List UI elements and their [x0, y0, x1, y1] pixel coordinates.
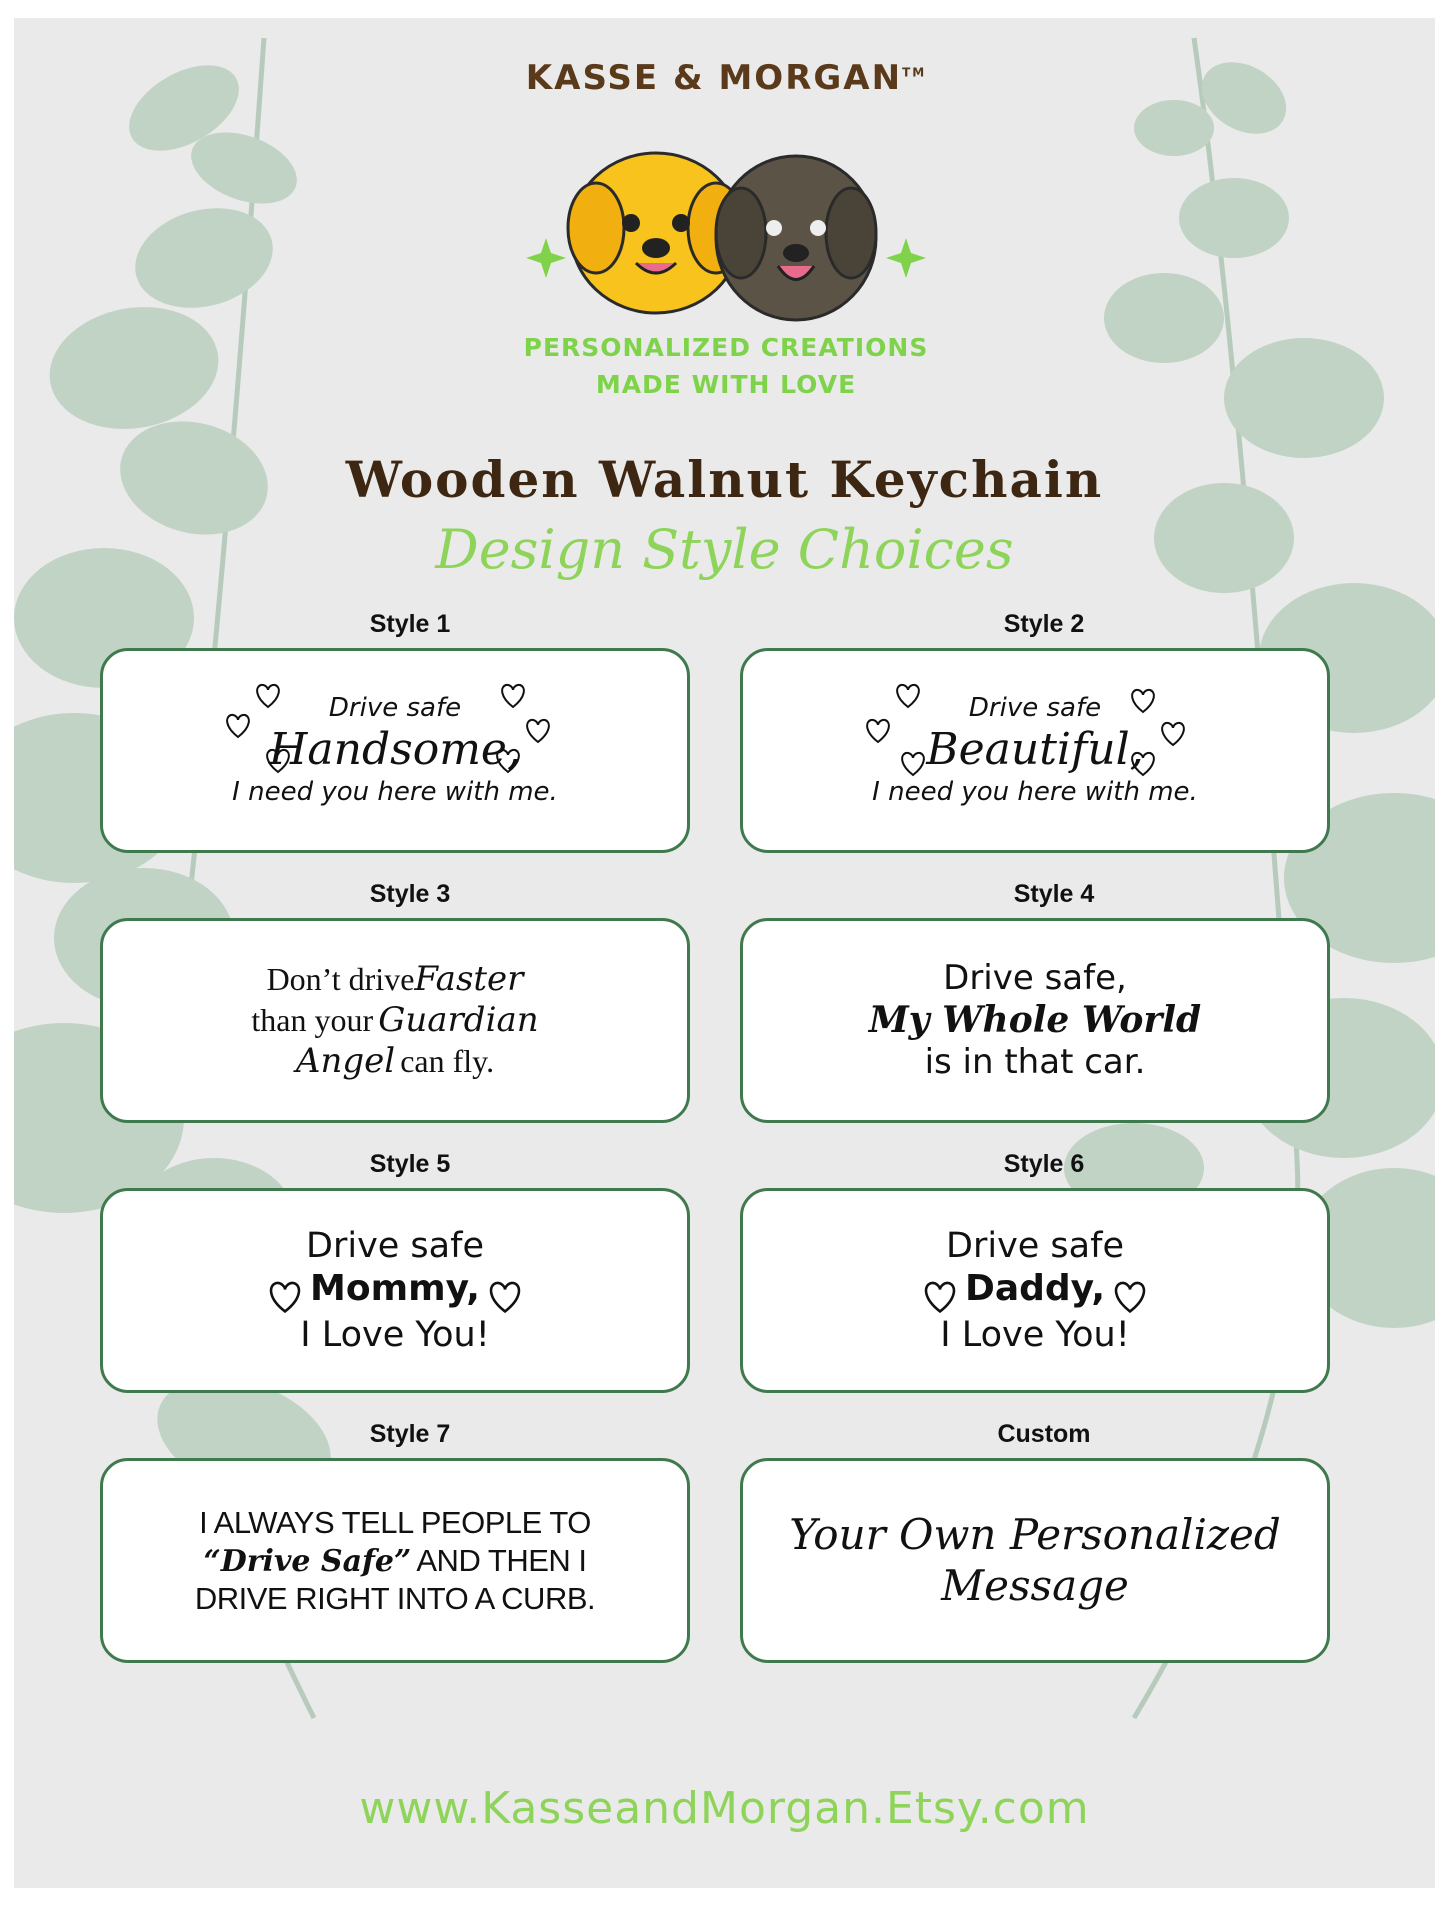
style-1-card[interactable]: [100, 648, 690, 853]
page-subtitle: Design Style Choices: [435, 518, 1014, 581]
style-3-line-3: than your: [251, 1002, 374, 1039]
shop-url-link[interactable]: www.KasseandMorgan.Etsy.com: [359, 1783, 1090, 1834]
style-6-line-2: Daddy,: [964, 1268, 1106, 1310]
brand-name: [506, 58, 946, 98]
custom-label: Custom: [997, 1420, 1091, 1448]
page: [14, 18, 1435, 1888]
heart-icon: [253, 681, 283, 709]
style-5-line-3: I Love You!: [300, 1314, 490, 1355]
style-6-label: Style 6: [1003, 1150, 1085, 1178]
heart-icon: [223, 711, 253, 739]
trademark-mark: TM: [902, 65, 927, 80]
heart-icon: [863, 716, 893, 744]
heart-icon: [498, 681, 528, 709]
style-3-card[interactable]: [100, 918, 690, 1123]
page-title: Wooden Walnut Keychain: [345, 450, 1104, 509]
style-4-line-3: is in that car.: [924, 1042, 1146, 1083]
style-7-line-3: AND THEN I: [416, 1542, 587, 1578]
style-2-line-3: I need you here with me.: [872, 776, 1198, 807]
style-5-label: Style 5: [369, 1150, 451, 1178]
style-7-line-2: “Drive Safe”: [203, 1543, 412, 1579]
style-6-line-1: Drive safe: [946, 1226, 1124, 1267]
brand-name-text: KASSE & MORGAN: [525, 58, 903, 98]
style-5-line-2: Mommy,: [310, 1268, 480, 1310]
style-1-label: Style 1: [369, 610, 451, 638]
heart-icon: [493, 746, 523, 774]
style-1-line-2: Handsome,: [269, 724, 521, 776]
style-4-line-1: Drive safe,: [943, 958, 1127, 999]
heart-icon: [523, 716, 553, 744]
heart-icon: [893, 681, 923, 709]
style-7-label: Style 7: [369, 1420, 451, 1448]
style-3-line-4: Guardian: [378, 1000, 539, 1041]
style-4-card[interactable]: [740, 918, 1330, 1123]
custom-line-1: Your Own Personalized: [789, 1510, 1281, 1560]
heart-icon: [263, 746, 293, 774]
style-2-label: Style 2: [1003, 610, 1085, 638]
style-1-line-1: Drive safe: [328, 692, 462, 723]
style-5-card[interactable]: [100, 1188, 690, 1393]
style-2-card[interactable]: [740, 648, 1330, 853]
brand-logo: [506, 58, 946, 428]
style-3-label: Style 3: [369, 880, 451, 908]
style-2-line-1: Drive safe: [968, 692, 1102, 723]
style-4-label: Style 4: [1013, 880, 1095, 908]
heart-icon: [485, 1278, 525, 1314]
tagline-line2: MADE WITH LOVE: [595, 370, 857, 399]
style-2-line-2: Beautiful,: [926, 724, 1144, 776]
style-1-line-3: I need you here with me.: [232, 776, 558, 807]
style-3-line-1: Don’t drive: [266, 961, 415, 998]
style-6-line-3: I Love You!: [940, 1314, 1130, 1355]
style-7-card[interactable]: [100, 1458, 690, 1663]
heart-icon: [920, 1278, 960, 1314]
heart-icon: [265, 1278, 305, 1314]
tagline-line1: PERSONALIZED CREATIONS: [523, 333, 929, 362]
heart-icon: [1158, 719, 1188, 747]
heart-icon: [1128, 749, 1158, 777]
style-7-line-4: DRIVE RIGHT INTO A CURB.: [194, 1580, 596, 1616]
custom-line-2: Message: [941, 1560, 1129, 1610]
heart-icon: [898, 749, 928, 777]
custom-card[interactable]: [740, 1458, 1330, 1663]
style-3-line-5: Angel: [295, 1040, 396, 1081]
style-6-card[interactable]: [740, 1188, 1330, 1393]
heart-icon: [1128, 686, 1158, 714]
heart-icon: [1110, 1278, 1150, 1314]
style-5-line-1: Drive safe: [306, 1226, 484, 1267]
dogs-illustration: [506, 108, 946, 348]
style-3-line-6: can fly.: [400, 1042, 495, 1079]
style-3-line-2: Faster: [414, 959, 524, 1000]
style-4-line-2: My Whole World: [868, 998, 1202, 1041]
style-7-line-1: I ALWAYS TELL PEOPLE TO: [199, 1505, 591, 1541]
